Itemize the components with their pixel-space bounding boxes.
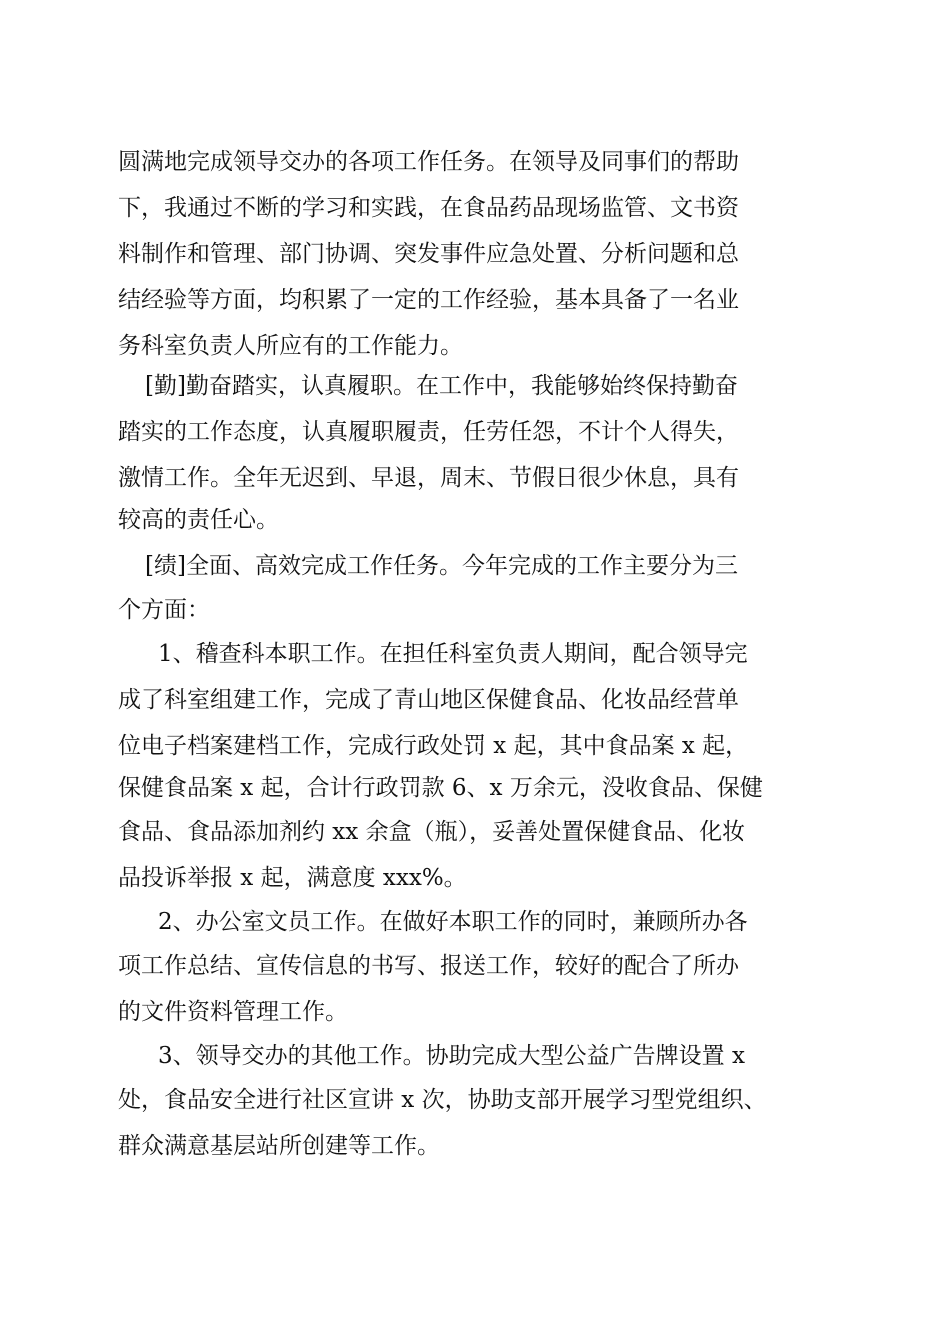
text-line-5: 务科室负责人所应有的工作能力。 (118, 333, 463, 359)
text-line-20: 的文件资料管理工作。 (118, 999, 348, 1025)
text-line-18: 2、办公室文员工作。在做好本职工作的同时，兼顾所办各 (158, 909, 748, 935)
text-line-17: 品投诉举报 x 起，满意度 xxx%。 (118, 865, 467, 891)
text-line-12: 1、稽查科本职工作。在担任科室负责人期间，配合领导完 (158, 641, 748, 667)
text-line-16: 食品、食品添加剂约 xx 余盒（瓶），妥善处置保健食品、化妆 (118, 819, 746, 845)
text-line-6: [勤]勤奋踏实，认真履职。在工作中，我能够始终保持勤奋 (145, 373, 738, 399)
text-line-1: 圆满地完成领导交办的各项工作任务。在领导及同事们的帮助 (118, 149, 739, 175)
text-line-10: [绩]全面、高效完成工作任务。今年完成的工作主要分为三 (145, 553, 738, 579)
text-line-22: 处，食品安全进行社区宣讲 x 次，协助支部开展学习型党组织、 (118, 1087, 767, 1113)
text-line-7: 踏实的工作态度，认真履职履责，任劳任怨，不计个人得失， (118, 419, 739, 445)
text-line-3: 料制作和管理、部门协调、突发事件应急处置、分析问题和总 (118, 241, 739, 267)
text-line-4: 结经验等方面，均积累了一定的工作经验，基本具备了一名业 (118, 287, 739, 313)
text-line-8: 激情工作。全年无迟到、早退，周末、节假日很少休息，具有 (118, 465, 739, 491)
text-line-14: 位电子档案建档工作，完成行政处罚 x 起，其中食品案 x 起， (118, 733, 749, 759)
text-line-13: 成了科室组建工作，完成了青山地区保健食品、化妆品经营单 (118, 687, 739, 713)
text-line-23: 群众满意基层站所创建等工作。 (118, 1133, 440, 1159)
text-line-11: 个方面： (118, 597, 210, 623)
text-line-19: 项工作总结、宣传信息的书写、报送工作，较好的配合了所办 (118, 953, 739, 979)
text-line-2: 下，我通过不断的学习和实践，在食品药品现场监管、文书资 (118, 195, 739, 221)
text-line-9: 较高的责任心。 (118, 507, 279, 533)
text-line-15: 保健食品案 x 起，合计行政罚款 6、x 万余元，没收食品、保健 (118, 775, 763, 801)
text-line-21: 3、领导交办的其他工作。协助完成大型公益广告牌设置 x (158, 1043, 745, 1069)
